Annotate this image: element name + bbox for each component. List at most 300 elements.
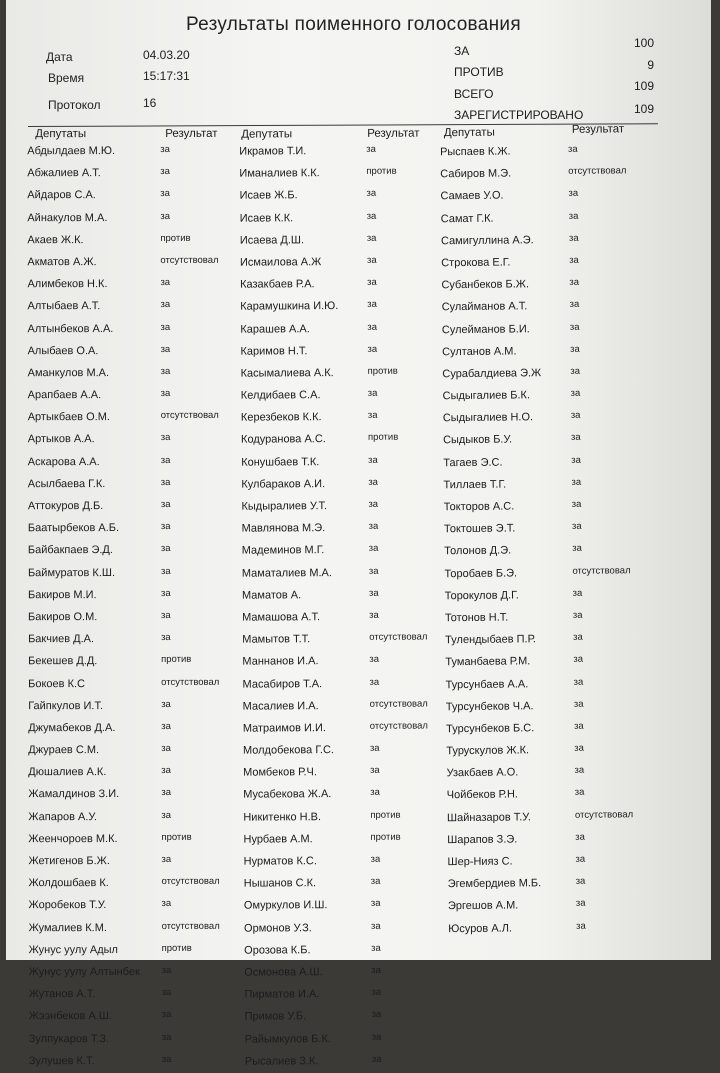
deputy-row [244,960,449,983]
deputy-name: Масабиров Т.А. [242,677,323,691]
vote-result: за [571,454,581,466]
deputy-name: Зулушев К.Т. [28,1054,95,1067]
deputies-column-2 [239,121,450,1072]
vote-result: за [571,498,582,510]
vote-sheet [6,0,711,1068]
vote-result: за [367,343,378,355]
protocol-value: 16 [143,96,157,110]
deputy-row [29,1005,244,1028]
total-label: ВСЕГО [454,87,494,101]
vote-result: против [367,432,399,444]
deputy-name: Акматов А.Ж. [27,256,97,269]
vote-result: за [370,875,381,888]
deputy-name: Байбакпаев Э.Д. [27,544,113,557]
deputy-row [28,428,243,451]
deputy-row [28,606,243,629]
deputy-name: Кодуранова А.С. [241,433,326,447]
deputy-row [240,295,445,318]
deputy-row [243,716,448,739]
deputy-row [448,893,678,918]
deputy-name: Алимбеков Н.К. [27,278,108,291]
deputy-name: Карамушкина И.Ю. [240,300,339,313]
deputy-row [28,495,243,518]
deputy-row [244,982,449,1005]
deputy-row [441,250,671,275]
vote-result: за [575,853,586,865]
vote-result: за [161,964,172,976]
vote-result: за [572,543,582,555]
deputy-row [28,406,243,429]
deputy-name: Абдылдаев М.Ю. [27,145,116,158]
vote-result: за [572,609,583,621]
deputy-row [443,449,673,474]
total-row-all [454,79,654,105]
deputy-name: Торокулов Д.Г. [444,589,519,602]
deputy-row [241,450,446,473]
result-header: Результат [571,123,625,136]
vote-result: за [574,787,585,799]
deputy-name: Жунус уулу Адыл [28,943,118,956]
result-header: Результат [367,127,420,140]
vote-result: за [160,210,170,222]
deputy-row [444,538,674,563]
vote-result: за [575,875,586,888]
vote-result: за [370,765,380,777]
deputy-row [443,427,673,452]
deputy-name: Кулбараков А.И. [241,477,326,491]
vote-result: за [371,986,382,998]
deputy-row [243,738,448,761]
deputy-row [442,383,672,408]
deputy-name: Сыдыгалиев Б.К. [442,389,531,403]
vote-result: за [368,565,379,577]
deputy-row [441,272,671,297]
vote-result: за [371,942,381,954]
vote-result: за [570,343,580,355]
vote-result: за [161,609,171,621]
vote-result: за [569,321,580,333]
deputy-row [28,517,243,540]
vote-result: за [366,143,376,155]
page-title: Результаты поименного голосования [186,14,521,35]
deputy-row [442,294,672,319]
deputy-name: Сурабалдиева Э.Ж [442,367,542,381]
vote-result: за [369,676,380,688]
vote-result: против [161,831,192,843]
deputy-name: Омуркулов И.Ш. [243,899,328,912]
deputy-row [28,694,243,717]
deputy-row [444,560,674,585]
deputy-row [28,783,243,806]
deputy-row [28,473,243,496]
deputy-name: Шайназаров Т.У. [446,810,531,824]
deputy-row [27,273,242,296]
deputy-name: Чойбеков Р.Н. [446,788,518,802]
vote-result: за [367,299,377,311]
vote-result: за [575,831,585,843]
vote-result: за [366,210,377,222]
time-value: 15:17:31 [143,69,190,83]
deputy-row [441,205,671,230]
vote-result: за [570,387,581,399]
deputy-row [243,761,448,784]
deputy-name: Токторов А.С. [443,500,515,514]
deputy-row [242,605,447,628]
deputy-name: Примов У.Б. [244,1010,307,1023]
deputy-name: Алтыбаев А.Т. [27,300,101,313]
vote-result: за [568,210,579,222]
vote-result: за [568,232,579,244]
vote-result: за [161,1031,172,1043]
vote-result: за [368,543,379,555]
deputy-name: Айнакулов М.А. [27,211,108,224]
vote-result: за [161,987,172,999]
deputy-name: Арапбаев А.А. [27,389,102,402]
vote-result: за [367,387,378,399]
deputy-name: Тиллаев Т.Г. [443,478,507,492]
deputy-name: Кыдыралиев У.Т. [241,500,328,513]
protocol-label: Протокол [48,98,101,112]
total-value: 109 [633,102,654,116]
vote-result: за [572,587,583,599]
deputy-name: Сулейманов Б.И. [441,322,530,336]
deputy-row [240,206,445,229]
total-row-for [454,36,654,59]
deputy-name: Исаев Ж.Б. [239,189,298,203]
vote-result: за [160,277,171,289]
deputy-name: Жээнбеков А.Ш. [28,1010,112,1023]
vote-result: за [366,232,377,244]
deputy-name: Сабиров М.Э. [440,167,512,181]
deputy-name: Каримов Н.Т. [240,344,308,358]
vote-result: за [368,520,379,533]
deputy-row [243,827,448,850]
vote-result: за [161,720,171,732]
vote-result: за [567,143,578,155]
deputy-name: Джумабеков Д.А. [28,721,116,735]
deputy-name: Баатырбеков А.Б. [27,522,120,535]
deputy-row [242,583,447,606]
vote-result: за [161,1053,172,1065]
deputy-name: Жунус уулу Алтынбек [28,965,140,979]
deputy-row [242,517,447,540]
deputy-row [27,140,242,163]
vote-result: за [575,898,586,910]
deputy-row [239,162,444,185]
deputy-name: Аттокуров Д.Б. [27,500,104,513]
deputy-name: Самаев У.О. [440,189,504,203]
deputy-row [446,760,676,785]
deputy-row [444,494,674,519]
vote-result: за [573,676,584,688]
total-value: 109 [633,79,654,93]
deputy-row [442,316,672,341]
deputy-row [28,584,243,607]
vote-result: за [369,654,380,666]
vote-result: за [160,521,171,533]
deputy-row [241,494,446,517]
vote-result: за [371,1031,382,1043]
deputy-name: Исаева Д.Ш. [239,233,305,247]
vote-result: за [574,765,585,777]
deputies-list [239,139,450,1072]
deputy-name: Турускулов Ж.К. [446,744,530,758]
deputy-row [244,916,449,939]
total-label: ЗАРЕГИСТРИРОВАНО [454,108,584,122]
time-label: Время [48,71,85,85]
vote-result: за [569,299,580,311]
deputy-row [447,804,677,829]
deputy-row [27,206,242,229]
deputy-name: Осмонова А.Ш. [244,966,323,979]
total-row-against [454,59,654,82]
vote-result: за [369,609,379,621]
vote-result: за [161,898,172,910]
deputy-row [447,782,677,807]
deputy-name: Бакчиев Д.А. [28,633,95,646]
deputy-row [440,161,670,186]
result-header: Результат [165,127,218,140]
vote-result: за [366,254,377,266]
deputy-name: Самигуллина А.Э. [440,233,534,247]
deputy-row [28,628,243,651]
deputy-row [242,672,447,695]
vote-result: за [370,920,381,932]
deputy-name: Мадеминов М.Г. [241,544,325,558]
vote-result: за [371,1009,382,1021]
deputy-name: Аскарова А.А. [27,455,100,468]
deputy-name: Мусабекова Ж.А. [243,788,332,802]
deputy-name: Сыдыков Б.У. [442,433,513,447]
deputy-name: Жетигенов Б.Ж. [28,855,110,868]
vote-result: за [570,432,581,444]
deputy-row [29,916,244,939]
deputy-name: Асылбаева Г.К. [27,477,106,491]
deputy-name: Нурбаев А.М. [243,833,313,846]
vote-result: за [161,787,171,799]
totals-block [454,36,654,128]
deputy-row [28,672,243,695]
deputy-name: Субанбеков Б.Ж. [441,278,530,292]
deputy-row [28,717,243,740]
deputy-name: Алтынбеков А.А. [27,322,114,335]
column-header [239,121,444,140]
deputy-row [239,184,444,207]
deputy-row [29,1049,244,1072]
vote-result: против [161,654,192,666]
deputy-row [29,961,244,984]
deputy-name: Акаев Ж.К. [27,233,84,246]
vote-result: отсутствовал [568,165,627,178]
deputy-name: Жапаров А.У. [28,810,97,823]
deputy-name: Икрамов Т.И. [239,145,307,158]
deputy-row [443,405,673,430]
deputy-name: Абжалиев А.Т. [27,167,101,180]
vote-result: за [366,188,377,200]
vote-result: за [367,276,377,288]
vote-result: против [366,165,397,178]
vote-result: за [571,520,582,533]
deputy-row [242,650,447,673]
vote-result: за [367,321,378,333]
deputy-row [240,228,445,251]
deputy-name: Жамалдинов З.И. [28,788,120,801]
deputy-row [28,317,243,340]
deputy-name: Жумалиев К.М. [28,921,107,934]
total-value: 100 [633,36,654,50]
deputy-name: Султанов А.М. [442,345,517,358]
deputy-row [446,693,676,718]
deputy-row [28,739,243,762]
deputy-row [28,384,243,407]
deputy-name: Самат Г.К. [440,212,494,225]
deputy-name: Турсунбаев А.А. [445,677,529,691]
deputy-name: Алыбаев О.А. [27,344,99,357]
deputy-name: Джураев С.М. [28,744,100,757]
deputy-name: Мамытов Т.Т. [242,633,311,646]
vote-result: за [160,365,171,377]
deputy-name: Бакиров О.М. [28,611,98,624]
vote-result: против [161,942,192,954]
deputy-name: Маматалиев М.А. [241,566,332,580]
deputy-row [440,139,670,164]
deputy-row [28,872,243,895]
deputy-row [446,738,676,763]
deputy-row [445,605,675,630]
deputy-row [27,229,242,252]
deputy-name: Баймуратов К.Ш. [27,566,116,579]
deputy-name: Турсунбеков Б.С. [446,722,535,736]
deputy-row [244,938,449,961]
deputy-name: Токтошев Э.Т. [443,522,516,536]
deputy-row [243,783,448,806]
vote-result: против [367,365,398,377]
deputy-name: Тулендыбаев П.Р. [445,633,536,647]
deputy-row [442,338,672,363]
deputy-row [446,716,676,741]
vote-result: за [161,743,171,755]
deputy-row [240,317,445,340]
deputies-list [440,139,678,940]
deputy-name: Эгембердиев М.Б. [447,877,542,891]
deputy-name: Сулайманов А.Т. [441,300,528,314]
vote-result: за [160,432,171,444]
vote-result: за [368,587,379,599]
deputy-name: Жеенчороев М.К. [28,832,118,845]
deputy-row [28,340,243,363]
deputy-row [240,339,445,362]
deputy-name: Айдаров С.А. [27,189,96,202]
vote-result: против [160,232,191,244]
deputies-header: Депутаты [443,126,495,140]
deputy-row [241,472,446,495]
deputies-header: Депутаты [35,128,87,141]
deputy-name: Керезбеков К.К. [240,411,322,424]
vote-result: за [368,454,378,466]
vote-result: за [160,299,171,311]
deputy-name: Нышанов С.К. [243,877,317,890]
deputy-name: Артыкбаев О.М. [27,411,110,424]
vote-result: за [367,410,378,422]
vote-result: за [160,388,171,400]
deputy-row [28,850,243,873]
deputy-name: Жутанов А.Т. [28,988,96,1001]
deputy-name: Келдибаев С.А. [240,389,321,402]
vote-result: за [570,410,581,422]
vote-result: за [161,853,172,865]
deputy-row [442,361,672,386]
deputy-name: Рысалиев З.К. [244,1054,319,1068]
vote-result: за [160,543,171,555]
deputy-row [241,383,446,406]
deputy-name: Строкова Е.Г. [441,256,511,270]
deputy-row [445,627,675,652]
deputy-row [241,361,446,384]
deputy-row [244,849,449,872]
deputy-name: Никитенко Н.В. [243,810,322,824]
deputy-row [29,894,244,917]
deputy-name: Туманбаева Р.М. [445,655,531,669]
deputy-name: Исаев К.К. [239,211,294,225]
deputy-row [448,915,678,940]
deputy-name: Маннанов И.А. [242,655,319,668]
deputy-name: Шер-Нияз С. [447,855,513,869]
vote-result: за [371,964,381,976]
deputy-name: Маматов А. [241,589,302,602]
vote-result: за [160,321,171,333]
deputy-name: Дюшалиев А.К. [28,766,107,779]
deputy-row [242,539,447,562]
deputy-row [244,1005,449,1028]
column-header [27,122,242,140]
vote-result: отсутствовал [161,676,220,688]
total-value: 9 [647,58,654,72]
vote-result: за [160,498,171,510]
deputy-row [241,406,446,429]
column-header [440,121,670,141]
deputy-name: Толонов Д.Э. [444,544,512,558]
deputy-name: Шарапов З.Э. [447,833,518,846]
deputy-row [28,362,243,385]
deputy-name: Касымалиева А.К. [240,366,334,380]
deputy-row [239,139,444,162]
vote-result: за [161,632,171,644]
vote-result: за [369,742,380,754]
vote-result: отсутствовал [572,564,631,577]
deputy-row [445,583,675,608]
deputy-name: Ормонов У.З. [243,921,312,935]
vote-result: за [569,276,580,289]
deputy-row [245,1027,450,1050]
vote-result: за [576,920,586,932]
deputies-column-3 [440,121,679,940]
deputy-row [241,428,446,451]
deputy-row [29,1027,244,1050]
deputy-row [242,561,447,584]
deputy-name: Матраимов И.И. [242,721,326,735]
deputy-name: Нурматов К.С. [243,855,317,868]
deputy-name: Эргешов А.М. [447,899,519,913]
deputy-name: Бакиров М.И. [27,588,97,601]
vote-result: за [161,765,171,777]
deputy-name: Иманалиев К.К. [239,167,320,180]
vote-result: отсутствовал [160,410,219,422]
vote-result: отсутствовал [369,720,428,732]
deputy-row [27,295,242,318]
vote-result: за [368,498,379,510]
date-label: Дата [46,50,73,64]
vote-result: за [370,898,381,910]
